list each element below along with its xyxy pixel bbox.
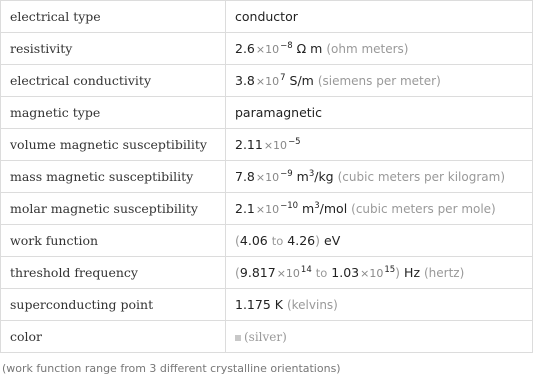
unit: Ω m xyxy=(296,41,323,56)
table-row xyxy=(1,65,533,97)
open-paren: ( xyxy=(235,233,240,248)
unit-name: (cubic meters per mole) xyxy=(351,202,496,216)
mantissa: 2.6 xyxy=(235,41,255,56)
table-row xyxy=(1,321,533,353)
table-row xyxy=(1,225,533,257)
row-label: electrical conductivity xyxy=(1,65,226,97)
row-label: molar magnetic susceptibility xyxy=(1,193,226,225)
times-ten: ×10 xyxy=(263,139,288,152)
table-row xyxy=(1,193,533,225)
mantissa: 2.11 xyxy=(235,137,263,152)
unit: K xyxy=(274,297,283,312)
table-row xyxy=(1,289,533,321)
row-label: magnetic type xyxy=(1,97,226,129)
table-row xyxy=(1,33,533,65)
exponent: 15 xyxy=(384,264,396,275)
mantissa: 3.8 xyxy=(235,73,255,88)
exponent: −8 xyxy=(280,40,293,51)
row-value xyxy=(226,289,533,321)
exponent: −10 xyxy=(280,200,299,211)
row-value xyxy=(226,225,533,257)
table-row xyxy=(1,97,533,129)
row-value xyxy=(226,193,533,225)
unit-exponent: 3 xyxy=(308,168,315,179)
close-paren: ) xyxy=(315,233,321,248)
row-label: threshold frequency xyxy=(1,257,226,289)
table-row xyxy=(1,257,533,289)
unit-exponent: 3 xyxy=(314,200,320,211)
row-value xyxy=(226,321,533,353)
row-value xyxy=(226,65,533,97)
unit: S/m xyxy=(289,73,314,88)
unit-name: (kelvins) xyxy=(286,298,338,312)
range-to: to xyxy=(271,234,284,248)
row-value xyxy=(226,129,533,161)
range-low: 4.06 xyxy=(239,233,268,248)
mantissa: 2.1 xyxy=(235,201,255,216)
times-ten: ×10 xyxy=(276,267,300,280)
footnote: (work function range from 3 different crystalline orientations) xyxy=(2,362,341,375)
row-label: color xyxy=(1,321,226,353)
times-ten: ×10 xyxy=(360,267,384,280)
table-row xyxy=(1,1,533,33)
unit: Hz xyxy=(404,265,421,280)
exponent: 14 xyxy=(300,264,312,275)
exponent: 7 xyxy=(280,72,286,83)
unit-rest: /mol xyxy=(319,201,348,216)
range-high-mantissa: 1.03 xyxy=(331,265,360,280)
color-swatch xyxy=(235,335,241,341)
unit-name: (ohm meters) xyxy=(326,42,409,56)
open-paren: ( xyxy=(235,265,240,280)
row-label: volume magnetic susceptibility xyxy=(1,129,226,161)
row-label: resistivity xyxy=(1,33,226,65)
unit-rest: /kg xyxy=(314,169,334,184)
color-name: (silver) xyxy=(244,330,287,344)
unit: m xyxy=(296,169,309,184)
row-label: superconducting point xyxy=(1,289,226,321)
close-paren: ) xyxy=(395,265,401,280)
unit-name: (hertz) xyxy=(424,266,465,280)
times-ten: ×10 xyxy=(255,171,280,184)
unit: m xyxy=(302,201,315,216)
row-value xyxy=(226,33,533,65)
row-label: work function xyxy=(1,225,226,257)
row-value: conductor xyxy=(226,1,533,33)
exponent: −9 xyxy=(280,168,293,179)
times-ten: ×10 xyxy=(255,75,280,88)
mantissa: 7.8 xyxy=(235,169,255,184)
table-row xyxy=(1,129,533,161)
unit-name: (cubic meters per kilogram) xyxy=(337,170,505,184)
range-low-mantissa: 9.817 xyxy=(239,265,276,280)
times-ten: ×10 xyxy=(255,203,280,216)
table-row xyxy=(1,161,533,193)
range-high: 4.26 xyxy=(287,233,316,248)
unit-name: (siemens per meter) xyxy=(317,74,441,88)
exponent: −5 xyxy=(288,136,301,147)
row-label: mass magnetic susceptibility xyxy=(1,161,226,193)
number: 1.175 xyxy=(235,297,271,312)
unit: eV xyxy=(324,233,341,248)
row-value: paramagnetic xyxy=(226,97,533,129)
row-value xyxy=(226,257,533,289)
row-value xyxy=(226,161,533,193)
range-to: to xyxy=(315,266,328,280)
row-label: electrical type xyxy=(1,1,226,33)
times-ten: ×10 xyxy=(255,43,280,56)
